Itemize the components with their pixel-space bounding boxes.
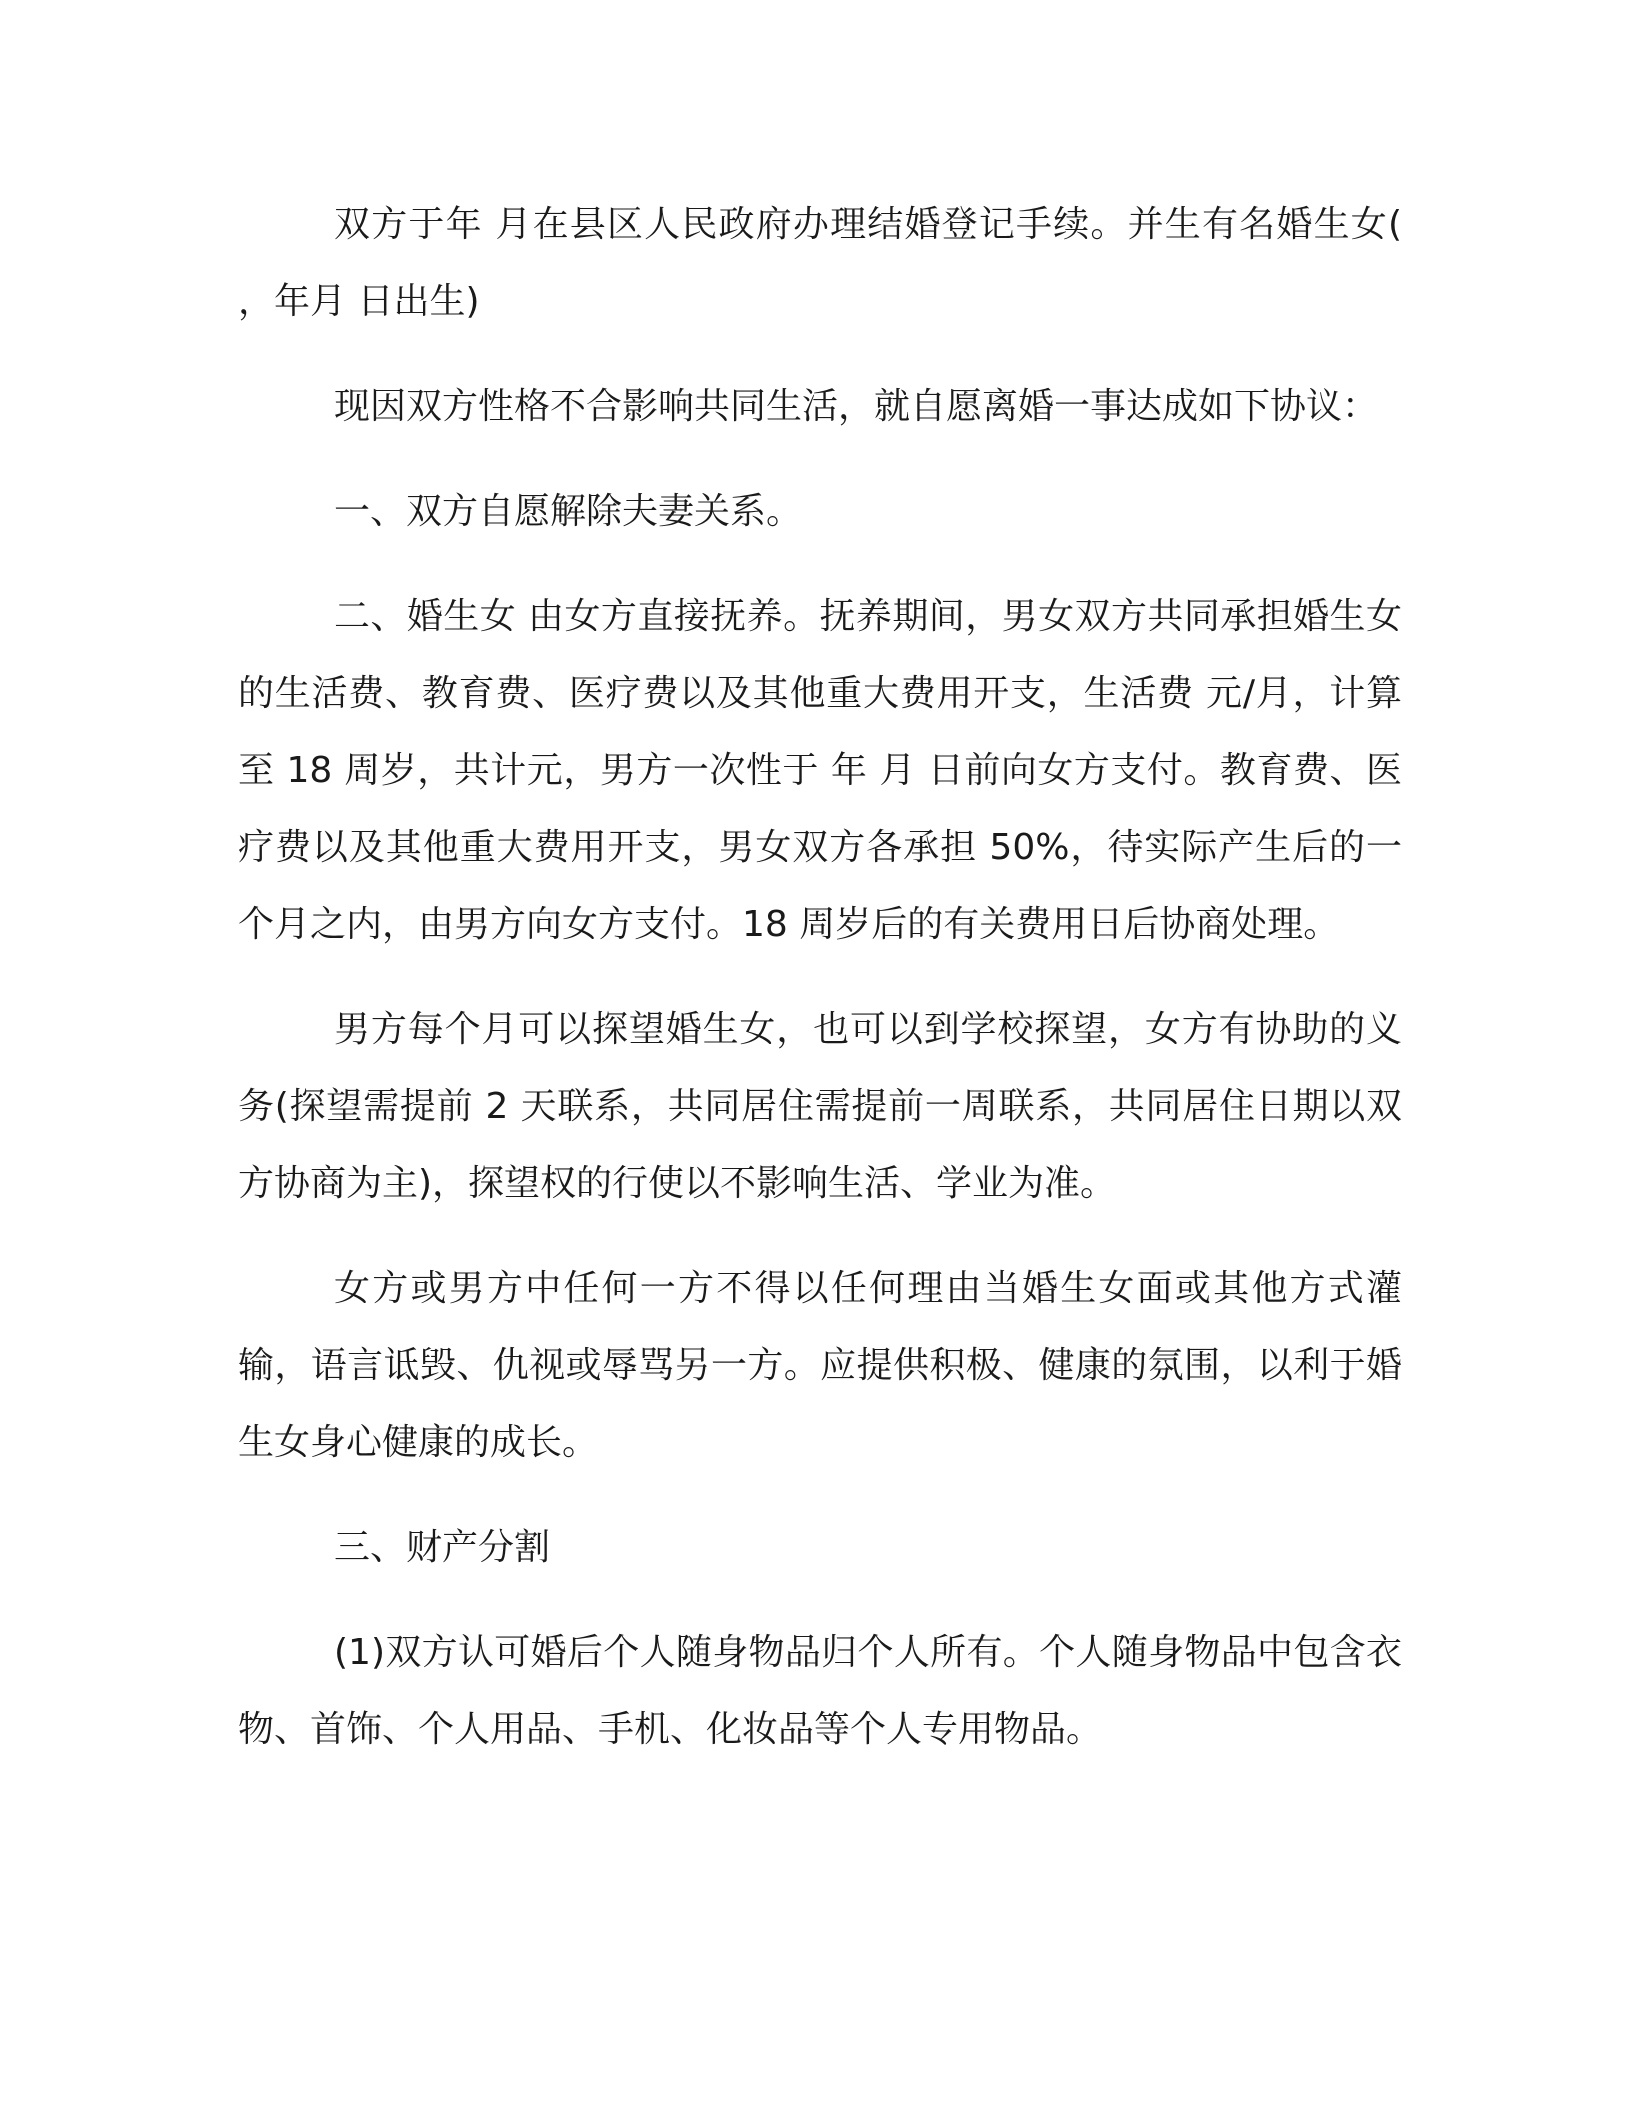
paragraph-marriage-registration: 双方于年 月在县区人民政府办理结婚登记手续。并生有名婚生女( ，年月 日出生): [238, 204, 1402, 322]
paragraph-visitation: 男方每个月可以探望婚生女，也可以到学校探望，女方有协助的义务(探望需提前 2 天联系，共同居住需提前一周联系，共同居住日期以双方协商为主)，探望权的行使以不影响生活、学业为准。: [238, 1009, 1402, 1204]
paragraph-reason-for-divorce: 现因双方性格不合影响共同生活，就自愿离婚一事达成如下协议：: [334, 386, 1379, 427]
document-body: [238, 186, 1402, 1796]
paragraph-no-defamation: 女方或男方中任何一方不得以任何理由当婚生女面或其他方式灌输，语言诋毁、仇视或辱骂另一方。应提供积极、健康的氛围，以利于婚生女身心健康的成长。: [238, 1268, 1402, 1463]
paragraph-personal-items: (1)双方认可婚后个人随身物品归个人所有。个人随身物品中包含衣物、首饰、个人用品、手机、化妆品等个人专用物品。: [238, 1632, 1402, 1750]
paragraph-clause-1: 一、双方自愿解除夫妻关系。: [334, 491, 803, 532]
paragraph-clause-2-custody: 二、婚生女 由女方直接抚养。抚养期间，男女双方共同承担婚生女的生活费、教育费、医疗费以及其他重大费用开支，生活费 元/月，计算至 18 周岁，共计元，男方一次性于 年 月 日前向女方支付。教育费、医疗费以及其他重大费用开支，男女双方各承担 50%，待实际产生后的一个月之内，由男方向女方支付。18 周岁后的有关费用日后协商处理。: [238, 596, 1402, 945]
paragraph-clause-3-heading: 三、财产分割: [334, 1527, 551, 1568]
